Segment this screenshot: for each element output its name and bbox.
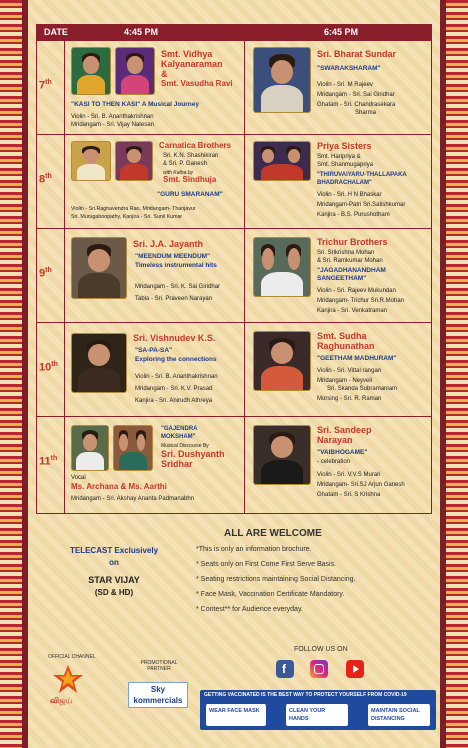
schedule-row-11 <box>37 417 431 513</box>
artist-subname: & Sri. P. Ganesh <box>163 161 207 167</box>
concert-title: "KASI TO THEN KASI" A Musical Journey <box>71 101 200 108</box>
slot-645-cell <box>245 417 433 513</box>
accompanist: Mridangam - Sri. Sai Giridhar <box>317 92 395 98</box>
accompanist: Mridangam - Sri. Akshay Ananta Padmanabhn <box>71 496 195 502</box>
concert-title: "GAJENDRA <box>161 426 198 432</box>
accompanist: Morsing - Sri. R. Raman <box>317 396 382 402</box>
artist-subname: & Sri. Ramkumar Mohan <box>317 258 383 264</box>
telecast-line: on <box>109 558 119 567</box>
accompanist: Violin - Sri. V.V.S Murari <box>317 472 381 478</box>
artist-name: Sri. Dushyanth <box>161 449 225 459</box>
schedule-row-7 <box>37 41 431 135</box>
artist-photo <box>253 141 311 181</box>
date-cell <box>37 323 65 416</box>
concert-title: "JAGADHANANDHAM <box>317 267 386 274</box>
covid-tag-distance: MAINTAIN SOCIAL DISTANCING <box>368 704 430 726</box>
notes-list <box>196 542 436 617</box>
concert-subtitle: - celebration <box>317 459 351 465</box>
date-cell <box>37 229 65 322</box>
accompanist: Violin - Sri. H N Bhaskar <box>317 192 382 198</box>
accompanist: Sri. Skanda Subramaniam <box>327 386 398 392</box>
concert-title: MOKSHAM" <box>161 434 196 440</box>
artist-name: Sri. J.A. Jayanth <box>133 239 204 249</box>
concert-title: Timeless instrumental hits <box>135 262 217 269</box>
artist-photo <box>71 425 109 471</box>
slot-445-cell <box>65 323 245 416</box>
artist-subname: Sri. K.N. Shashikiran <box>163 153 219 159</box>
slot-645-cell <box>245 323 433 416</box>
accompanist: Kanjira - Sri. Venkatraman <box>317 308 388 314</box>
accompanist: Violin - Sri. B. Ananthakrishnan <box>71 114 154 120</box>
facebook-icon[interactable]: f <box>276 660 294 678</box>
date-label: 10th <box>39 361 58 374</box>
accompanist: Violin - Sri.Raghavendra Rao, Mridangam- Thanjavur <box>71 206 196 212</box>
artist-photo <box>115 141 153 181</box>
all-welcome-heading: ALL ARE WELCOME <box>224 528 322 539</box>
artist-photo <box>253 425 311 485</box>
schedule-row-10 <box>37 323 431 417</box>
slot-445-cell <box>65 417 245 513</box>
artist-name: Smt. Vasudha Ravi <box>161 79 233 88</box>
artist-name: Smt. Sudha <box>317 331 367 341</box>
accompanist: Violin - Sri. B. Ananthakrishnan <box>135 374 218 380</box>
accompanist: Mridangam - Sri. K. Sai Giridhar <box>135 284 221 290</box>
accompanist: Ghatam - Sri. Chandrasekara <box>317 102 396 108</box>
concert-title: "VAIBHOGAME" <box>317 449 368 456</box>
date-cell <box>37 41 65 134</box>
accompanist: Kanjira - B.S. Purushotham <box>317 212 390 218</box>
accompanist: Violin - Sri. Rajeev Mukundan <box>317 288 396 294</box>
artist-name: Smt. Vidhya <box>161 49 213 59</box>
artist-subname: Smt. Haripriya & <box>317 154 361 160</box>
artist-photo <box>71 237 127 299</box>
accompanist: Violin - Sri. M Rajeev <box>317 82 373 88</box>
artist-name: Priya Sisters <box>317 141 372 151</box>
artist-photo <box>71 333 127 393</box>
artist-name: Smt. Sindhuja <box>163 175 217 184</box>
accompanist: Mridangam - Sri. K.V. Prasad <box>135 386 213 392</box>
telecast-line: TELECAST Exclusively <box>69 546 159 555</box>
accompanist: Ghatam - Sri. S Krishna <box>317 492 381 498</box>
date-cell <box>37 417 65 513</box>
accompanist: Mridangam-Patri Sri.Satishkumar <box>317 202 406 208</box>
slot-445-cell <box>65 41 245 134</box>
channel-logo-text: விஜய் <box>50 696 73 705</box>
artist-photo <box>71 141 111 181</box>
vocal-label: Vocal <box>71 475 86 481</box>
promotional-partner-label: PROMOTIONAL PARTNER <box>140 660 178 672</box>
slot-645-cell <box>245 229 433 322</box>
concert-title: BHADRACHALAM" <box>317 180 372 186</box>
date-label: 8th <box>39 173 52 186</box>
star-vijay-logo-icon <box>52 664 84 694</box>
accompanist: Violin - Sri. Vittal rangan <box>317 368 382 374</box>
artist-name: Sri. Sandeep <box>317 425 372 435</box>
artist-name: Carnatica Brothers <box>159 141 232 150</box>
artist-photo <box>115 47 155 95</box>
date-label: 11th <box>39 455 58 468</box>
slot-645-cell <box>245 135 433 228</box>
concert-title: "GURU SMARANAM" <box>157 191 223 198</box>
telecast-format: (SD & HD) <box>94 588 134 597</box>
concert-title: "THIRUVAIYARU-THALLAPAKA <box>317 172 407 178</box>
covid-banner <box>200 690 436 730</box>
artist-photo <box>253 237 311 297</box>
note-item: * Seats only on First Come First Serve Basis. <box>196 561 337 568</box>
artist-name: Narayan <box>317 435 353 445</box>
schedule-row-8 <box>37 135 431 229</box>
artist-name: Sri. Vishnudev K.S. <box>133 333 216 343</box>
slot-445-cell <box>65 229 245 322</box>
concert-title: "SWARAKSHARAM" <box>317 65 381 72</box>
telecast-block <box>40 546 188 597</box>
artist-name: & <box>161 69 168 79</box>
schedule-grid <box>36 40 432 514</box>
header-date: DATE <box>44 27 68 37</box>
telecast-channel: STAR VIJAY <box>88 575 140 585</box>
left-border <box>0 0 28 748</box>
with-katha-label: with Katha by <box>163 170 194 176</box>
date-label: 9th <box>39 267 52 280</box>
note-item: * Contest** for Audience everyday. <box>196 606 303 613</box>
accompanist: Mridangam - Neyveli <box>317 378 373 384</box>
artist-name: Raghunathan <box>317 341 375 351</box>
artist-photo <box>253 331 311 391</box>
note-item: * Seating restrictions maintaining Social Distancing. <box>196 576 356 583</box>
header-slot1: 4:45 PM <box>124 27 159 37</box>
schedule-header <box>36 24 432 40</box>
artist-name: Sri. Bharat Sundar <box>317 49 397 59</box>
artist-photo <box>71 47 111 95</box>
artist-photo <box>253 47 311 113</box>
concert-title: "GEETHAM MADHURAM" <box>317 355 397 362</box>
follow-us-label: FOLLOW US ON <box>294 646 348 653</box>
date-cell <box>37 135 65 228</box>
covid-tag-mask: WEAR FACE MASK <box>206 704 266 726</box>
concert-title: Exploring the connections <box>135 356 217 363</box>
artist-subname: Sri. Srikrishna Mohan <box>317 250 375 256</box>
artist-name: Sridhar <box>161 459 193 469</box>
note-item: * Face Mask, Vaccination Certificate Mandatory. <box>196 591 345 598</box>
discourse-label: Musical Discourse By <box>161 443 209 449</box>
accompanist: Tabla - Sri. Praveen Narayan <box>135 296 213 302</box>
accompanist: Mridangam - Sri. Vijay Natesan <box>71 122 154 128</box>
artist-name: Trichur Brothers <box>317 237 388 247</box>
accompanist: Sri. Murugaboopathy, Kanjira - Sri. Sunil Kumar <box>71 214 183 220</box>
accompanist: Mridangam- Trichur Sri.R.Mohan <box>317 298 405 304</box>
accompanist: Sharma <box>355 110 377 116</box>
schedule-row-9 <box>37 229 431 323</box>
youtube-icon[interactable] <box>346 660 364 678</box>
slot-445-cell <box>65 135 245 228</box>
artist-photo <box>113 425 153 471</box>
header-slot2: 6:45 PM <box>324 27 359 37</box>
slot-645-cell <box>245 41 433 134</box>
artist-name: Ms. Archana & Ms. Aarthi <box>71 482 167 491</box>
covid-headline: GETTING VACCINATED IS THE BEST WAY TO PROTECT YOURSELF FROM COVID-19 <box>204 692 407 698</box>
date-label: 7th <box>39 79 52 92</box>
concert-title: "MEENDUM MEENDUM" <box>135 253 211 260</box>
accompanist: Kanjira - Sri. Anirudh Athreya <box>135 398 213 404</box>
instagram-icon[interactable] <box>310 660 328 678</box>
covid-tag-hands: CLEAN YOUR HANDS <box>286 704 348 726</box>
concert-title: SANGEETHAM" <box>317 275 367 282</box>
artist-name: Kalyanaraman <box>161 59 223 69</box>
artist-subname: Smt. Shanmugapriya <box>317 162 374 168</box>
official-channel-label: OFFICIAL CHANNEL <box>48 654 96 660</box>
sky-kommercials-logo: Sky kommercials <box>128 682 188 708</box>
concert-title: "SA-PA-SA" <box>135 347 173 354</box>
accompanist: Mridangam- Sri.SJ Arjun Ganesh <box>317 482 405 488</box>
note-item: *This is only an information brochure. <box>196 546 312 553</box>
right-border <box>440 0 468 748</box>
